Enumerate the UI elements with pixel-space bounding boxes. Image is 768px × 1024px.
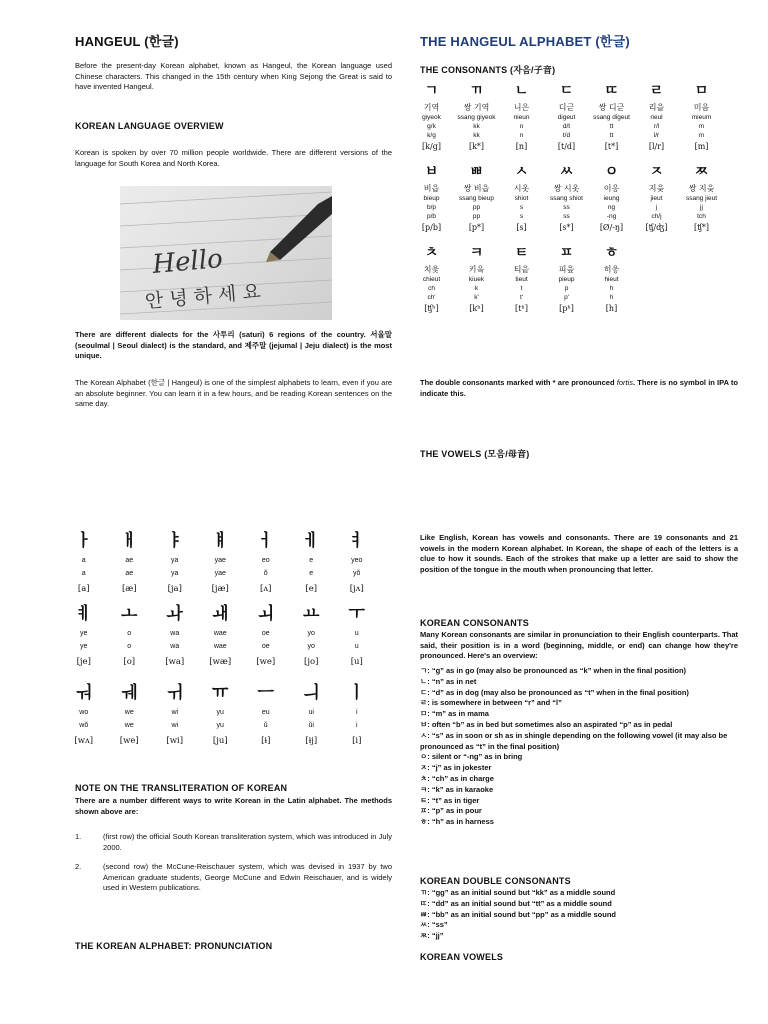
list-item: ㄲ: “gg” as an initial sound but “kk” as a middle sound (420, 888, 616, 897)
consonant-letter: ㅇ (604, 164, 619, 180)
vowel-rr: yeo (351, 557, 363, 564)
vowel-mr: wae (213, 643, 227, 650)
consonant-name-hangul: 쌍 디귿 (598, 103, 625, 112)
vowel-rr: ui (308, 709, 314, 716)
list-item: ㅆ: “ss” (420, 920, 448, 930)
korean-consonants-intro: Many Korean consonants are similar in pronunciation to their English counterparts. That said, their position is in a word (beginning, middle, or end) can change how they're pronounced. Here's an overview: (420, 630, 738, 660)
consonant-mr: p/b (426, 213, 437, 220)
consonant-letter: ㅊ (424, 245, 439, 261)
vowel-rr: o (127, 630, 132, 637)
consonant-letter: ㅍ (559, 245, 574, 261)
alphabet-title: THE HANGEUL ALPHABET (한글) (420, 34, 630, 49)
vowel-cell (289, 680, 335, 751)
vowel-ipa: [o] (123, 657, 136, 667)
consonant-rr: p (564, 285, 569, 292)
vowel-cell (243, 601, 289, 672)
vowel-ipa: [wa] (165, 657, 185, 667)
vowel-rr: yae (214, 557, 226, 564)
vowel-ipa: [ja] (167, 584, 182, 594)
consonant-romanized-name: bieup (423, 195, 440, 202)
consonant-rr: k (474, 285, 479, 292)
consonant-letter: ㄲ (469, 83, 484, 99)
consonant-ipa: [ʧ*] (693, 223, 710, 232)
vowel-cell (152, 528, 198, 599)
vowel-mr: yŏ (353, 570, 361, 577)
vowel-rr: wi (171, 709, 179, 716)
list-item: ㅇ: silent or “-ng” as in bring (420, 752, 523, 762)
vowel-cell (152, 601, 198, 672)
consonant-cell (589, 80, 634, 154)
consonant-cell (409, 80, 454, 154)
vowel-mr: yo (307, 643, 315, 650)
consonant-cell (454, 161, 499, 235)
vowel-rr: oe (261, 630, 270, 637)
consonant-rr: b/p (426, 204, 437, 211)
consonant-cell (409, 242, 454, 316)
vowel-cell (289, 528, 335, 599)
consonant-ipa: [l/r] (648, 142, 665, 151)
vowel-letter: ㅞ (121, 683, 138, 703)
consonant-letter: ㅂ (424, 164, 439, 180)
consonant-name-hangul: 디귿 (558, 103, 575, 112)
korean-vowels-heading: KOREAN VOWELS (420, 952, 504, 962)
vowel-cell (61, 601, 107, 672)
consonant-rr: jj (700, 204, 703, 211)
list-item: ㄸ: “dd” as an initial sound but “tt” as a middle sound (420, 898, 612, 908)
vowel-ipa: [wʌ] (74, 736, 94, 746)
consonant-name-hangul: 피읖 (558, 265, 575, 274)
consonant-romanized-name: rieul (650, 114, 663, 121)
consonant-mr: ch' (427, 294, 436, 301)
consonant-mr: m (698, 132, 705, 139)
vowel-letter: ㅓ (257, 531, 274, 551)
vowel-rr: yo (307, 630, 315, 637)
consonant-mr: h (609, 294, 614, 301)
list-item: ㅋ: “k” as in karaoke (420, 784, 494, 794)
consonant-cell (634, 161, 679, 235)
consonant-mr: n (519, 132, 524, 139)
consonant-romanized-name: mieum (691, 114, 712, 121)
vowel-letter: ㅟ (166, 683, 183, 703)
vowel-mr: wa (170, 643, 180, 650)
vowels-heading: THE VOWELS (모음/母音) (420, 449, 530, 459)
consonant-romanized-name: shiot (514, 195, 529, 202)
vowel-mr: wŏ (79, 722, 89, 729)
vowel-letter: ㅒ (212, 531, 229, 551)
consonant-mr: k/g (427, 132, 436, 139)
consonant-mr: tt (609, 132, 614, 139)
vowel-cell (334, 680, 380, 751)
consonant-romanized-name: digeut (557, 114, 576, 121)
consonant-cell (679, 161, 724, 235)
vowel-mr: ya (171, 570, 179, 577)
consonant-rr: r/l (653, 123, 660, 130)
vowel-cell (152, 680, 198, 751)
overview-paragraph: Korean is spoken by over 70 million people worldwide. There are different versions of the language for South Korea and North Korea. (75, 148, 392, 168)
dialects-paragraph: There are different dialects for the 사투리 (saturi) 6 regions of the country. 서울말 (seoulmal | Seoul dialect) is the standard, and 제주말 (jejumal | Jeju dialect) is the most unique. (75, 330, 392, 360)
vowel-mr: ae (125, 570, 134, 577)
consonant-ipa: [k*] (468, 142, 485, 151)
list-item: ㅅ: “s” as in soon or sh as in shingle depending on the following vowel (it may also be pronounced as “t” in the final position) (420, 730, 728, 751)
vowel-ipa: [ɨ] (261, 736, 271, 746)
vowel-rr: ye (80, 630, 88, 637)
list-item: ㅁ: “m” as in mama (420, 709, 489, 719)
consonant-name-hangul: 이응 (603, 184, 620, 193)
vowel-rr: ya (171, 557, 179, 564)
consonant-name-hangul: 치읓 (423, 265, 440, 274)
consonant-mr: s (519, 213, 524, 220)
consonant-rr: kk (473, 123, 480, 130)
fortis-note: The double consonants marked with * are pronounced fortis. There is no symbol in IPA to indicate this. (420, 378, 738, 398)
vowel-mr: we (124, 722, 134, 729)
consonant-rr: j (655, 204, 658, 211)
vowel-mr: oe (261, 643, 270, 650)
vowel-rr: i (355, 709, 358, 716)
consonant-letter: ㅁ (694, 83, 709, 99)
list-item: ㅎ: “h” as in harness (420, 817, 494, 827)
vowel-letter: ㅕ (348, 531, 365, 551)
list-item: ㅌ: “t” as in tiger (420, 795, 480, 805)
consonant-rr: h (609, 285, 614, 292)
vowel-mr: ŭi (308, 722, 314, 729)
consonant-table (409, 80, 724, 323)
consonant-rr: pp (472, 204, 481, 211)
vowel-cell (243, 528, 289, 599)
vowel-cell (334, 528, 380, 599)
consonant-romanized-name: nieun (513, 114, 530, 121)
vowel-mr: wi (171, 722, 179, 729)
vowel-rr: a (81, 557, 86, 564)
vowel-ipa: [we] (119, 736, 139, 746)
consonant-letter: ㅎ (604, 245, 619, 261)
consonant-letter: ㄷ (559, 83, 574, 99)
vowel-letter: ㅚ (257, 604, 274, 624)
vowel-ipa: [jæ] (211, 584, 229, 594)
vowel-cell (61, 528, 107, 599)
consonant-ipa: [p/b] (421, 223, 442, 232)
vowel-letter: ㅛ (303, 604, 320, 624)
consonant-name-hangul: 리을 (648, 103, 665, 112)
consonant-romanized-name: ssang giyeok (457, 114, 496, 121)
vowel-ipa: [ʌ] (260, 584, 272, 594)
vowel-letter: ㅏ (75, 531, 92, 551)
consonant-name-hangul: 시옷 (513, 184, 530, 193)
vowel-cell (61, 680, 107, 751)
vowel-rr: yu (216, 709, 224, 716)
consonant-row (409, 80, 724, 154)
transliteration-list (75, 832, 392, 903)
consonant-letter: ㅌ (514, 245, 529, 261)
consonant-cell (499, 161, 544, 235)
vowel-mr: yae (214, 570, 226, 577)
consonant-ipa: [t/d] (557, 142, 576, 151)
consonant-ipa: [pʰ] (559, 304, 574, 313)
vowel-rr: wae (213, 630, 227, 637)
consonant-mr: kk (473, 132, 480, 139)
consonant-romanized-name: ssang shiot (550, 195, 583, 202)
consonant-romanized-name: tieut (515, 276, 528, 283)
consonant-rr: ch (428, 285, 435, 292)
consonant-cell (634, 80, 679, 154)
vowel-letter: ㅝ (75, 683, 92, 703)
pronunciation-heading: THE KOREAN ALPHABET: PRONUNCIATION (75, 941, 273, 951)
vowel-letter: ㅖ (75, 604, 92, 624)
vowel-letter: ㅘ (166, 604, 183, 624)
consonant-pronunciation-list (420, 666, 738, 828)
consonant-ipa: [t*] (604, 142, 619, 151)
vowel-ipa: [i] (352, 736, 362, 746)
consonant-ipa: [Ø/-ŋ] (599, 223, 624, 232)
consonant-cell (409, 161, 454, 235)
consonant-name-hangul: 히읗 (603, 265, 620, 274)
consonant-letter: ㄴ (514, 83, 529, 99)
consonant-letter: ㄸ (604, 83, 619, 99)
vowel-letter: ㅢ (303, 683, 320, 703)
vowel-mr: e (309, 570, 314, 577)
consonant-romanized-name: ieung (603, 195, 620, 202)
vowel-ipa: [wi] (166, 736, 184, 746)
consonant-cell (454, 242, 499, 316)
consonant-romanized-name: chieut (422, 276, 441, 283)
consonant-letter: ㄹ (649, 83, 664, 99)
vowel-letter: ㅣ (348, 683, 365, 703)
consonant-mr: pp (472, 213, 481, 220)
consonant-ipa: [s*] (559, 223, 574, 232)
consonant-ipa: [p*] (468, 223, 485, 232)
vowel-rr: e (309, 557, 314, 564)
vowel-rr: we (124, 709, 134, 716)
page-title: HANGEUL (한글) (75, 34, 179, 49)
consonant-ipa: [m] (694, 142, 709, 151)
photo-word-hello: Hello (151, 243, 224, 280)
list-item: ㅉ: “jj” (420, 931, 444, 941)
consonant-row (409, 242, 724, 316)
consonant-name-hangul: 니은 (513, 103, 530, 112)
vowel-row (61, 528, 380, 599)
consonant-romanized-name: ssang jieut (685, 195, 718, 202)
consonant-ipa: [kʰ] (469, 304, 484, 313)
consonant-cell (499, 80, 544, 154)
vowel-ipa: [ju] (212, 736, 228, 746)
consonant-mr: ch/j (651, 213, 662, 220)
vowels-paragraph: Like English, Korean has vowels and consonants. There are 19 consonants and 21 vowels in the modern Korean alphabet. In Korean, the shape of each of the letters is a clue to how it sounds. Each of the strokes that make up a letter are said to show the position of the tongue in the mouth when pronouncing that letter. (420, 533, 738, 574)
vowel-ipa: [a] (77, 584, 90, 594)
list-item: ㅂ: often “b” as in bed but sometimes also an aspirated “p” as in pedal (420, 719, 673, 729)
consonant-mr: t' (519, 294, 524, 301)
consonant-romanized-name: ssang digeut (593, 114, 630, 121)
vowel-rr: wa (170, 630, 180, 637)
overview-heading: KOREAN LANGUAGE OVERVIEW (75, 121, 224, 131)
consonant-ipa: [ʧʰ] (424, 304, 439, 313)
consonant-letter: ㄱ (424, 83, 439, 99)
vowel-ipa: [e] (305, 584, 318, 594)
vowel-cell (107, 528, 153, 599)
consonant-romanized-name: ssang bieup (458, 195, 495, 202)
vowel-rr: eu (261, 709, 270, 716)
vowel-cell (243, 680, 289, 751)
hello-handwriting-photo (120, 186, 332, 320)
vowel-cell (198, 601, 244, 672)
vowel-letter: ㅔ (303, 531, 320, 551)
consonant-cell (679, 80, 724, 154)
consonant-letter: ㅋ (469, 245, 484, 261)
vowel-cell (107, 680, 153, 751)
consonant-mr: tch (697, 213, 706, 220)
vowel-mr: a (81, 570, 86, 577)
vowel-cell (198, 680, 244, 751)
consonant-letter: ㅉ (694, 164, 709, 180)
consonant-ipa: [tʰ] (515, 304, 528, 313)
vowel-ipa: [jʌ] (349, 584, 364, 594)
korean-consonants-heading: KOREAN CONSONANTS (420, 618, 529, 628)
vowel-letter: ㅠ (212, 683, 229, 703)
consonant-cell (544, 161, 589, 235)
vowel-cell (289, 601, 335, 672)
consonant-mr: ss (563, 213, 570, 220)
vowel-ipa: [wæ] (209, 657, 232, 667)
vowel-mr: i (355, 722, 358, 729)
consonant-ipa: [s] (516, 223, 527, 232)
consonant-name-hangul: 쌍 시옷 (553, 184, 580, 193)
consonant-rr: g/k (427, 123, 436, 130)
consonant-rr: s (519, 204, 524, 211)
consonant-name-hangul: 쌍 기역 (463, 103, 490, 112)
list-item: ㅈ: “j” as in jokester (420, 763, 492, 773)
consonant-name-hangul: 쌍 지읒 (688, 184, 715, 193)
intro-paragraph: Before the present-day Korean alphabet, known as Hangeul, the Korean language used Chinese characters. This changed in the 15th century when King Sejong the Great is said to have invented Hangeul. (75, 61, 392, 91)
consonant-rr: t (520, 285, 523, 292)
double-consonant-list (420, 888, 738, 942)
consonant-mr: p' (564, 294, 569, 301)
alphabet-paragraph: The Korean Alphabet (한글 | Hangeul) is one of the simplest alphabets to learn, even if you are an absolute beginner. You can learn it in a few hours, and be reading Korean sentences on the same day. (75, 378, 392, 408)
list-item: 2. (second row) the McCune-Reischauer system, which was devised in 1937 by two American graduate students, George McCune and Edwin Reischauer, and is widely used in Western publications. (75, 862, 392, 892)
consonant-romanized-name: pieup (558, 276, 575, 283)
consonant-romanized-name: hieut (604, 276, 619, 283)
consonant-name-hangul: 비읍 (423, 184, 440, 193)
consonant-mr: l/r (653, 132, 660, 139)
consonant-mr: -ng (606, 213, 617, 220)
list-item: ㄱ: “g” as in go (may also be pronounced as “k” when in the final position) (420, 666, 687, 675)
consonant-letter: ㅃ (469, 164, 484, 180)
consonant-rr: n (519, 123, 524, 130)
vowel-ipa: [we] (256, 657, 276, 667)
consonant-romanized-name: jieut (650, 195, 663, 202)
list-item: ㄴ: “n” as in net (420, 676, 477, 686)
consonant-letter: ㅆ (559, 164, 574, 180)
vowel-ipa: [u] (350, 657, 363, 667)
consonant-rr: tt (609, 123, 614, 130)
consonant-cell (544, 242, 589, 316)
vowel-ipa: [æ] (121, 584, 137, 594)
consonant-cell (544, 80, 589, 154)
consonants-heading: THE CONSONANTS (자음/子音) (420, 65, 556, 75)
vowel-letter: ㅙ (212, 604, 229, 624)
vowel-letter: ㅜ (348, 604, 365, 624)
vowel-ipa: [jo] (304, 657, 319, 667)
vowel-mr: u (354, 643, 359, 650)
vowel-row (61, 601, 380, 672)
transliteration-heading: NOTE ON THE TRANSLITERATION OF KOREAN (75, 783, 288, 793)
vowel-mr: o (127, 643, 132, 650)
double-consonants-heading: KOREAN DOUBLE CONSONANTS (420, 876, 571, 886)
vowel-ipa: [ɨj] (305, 736, 318, 746)
vowel-cell (198, 528, 244, 599)
vowel-rr: ae (125, 557, 134, 564)
vowel-mr: ŭ (263, 722, 268, 729)
list-item: ㅃ: “bb” as an initial sound but “pp” as a middle sound (420, 909, 617, 919)
consonant-cell (454, 80, 499, 154)
vowel-ipa: [je] (76, 657, 91, 667)
consonant-cell (589, 161, 634, 235)
consonant-letter: ㅅ (514, 164, 529, 180)
consonant-row (409, 161, 724, 235)
consonant-rr: d/t (562, 123, 571, 130)
consonant-ipa: [n] (515, 142, 528, 151)
consonant-mr: k' (474, 294, 479, 301)
vowel-row (61, 680, 380, 751)
vowel-mr: yu (216, 722, 224, 729)
list-item: 1. (first row) the official South Korean transliteration system, which was introduced in July 2000. (75, 832, 392, 852)
consonant-name-hangul: 쌍 비읍 (463, 184, 490, 193)
photo-word-annyeong: 안 녕 하 세 요 (144, 280, 262, 313)
consonant-name-hangul: 미음 (693, 103, 710, 112)
consonant-ipa: [h] (605, 304, 618, 313)
vowel-rr: u (354, 630, 359, 637)
consonant-mr: t/d (562, 132, 571, 139)
consonant-rr: ng (607, 204, 616, 211)
consonant-romanized-name: giyeok (422, 114, 441, 121)
vowel-letter: ㅑ (166, 531, 183, 551)
list-item: ㄹ: is somewhere in between “r” and “l” (420, 698, 562, 708)
vowel-letter: ㅗ (121, 604, 138, 624)
consonant-rr: ss (563, 204, 570, 211)
consonant-cell (589, 242, 634, 316)
list-item: ㄷ: “d” as in dog (may also be pronounced as “t” when in the final position) (420, 687, 689, 697)
list-item: ㅍ: “p” as in pour (420, 806, 482, 816)
vowel-cell (334, 601, 380, 672)
consonant-ipa: [k/g] (422, 142, 441, 151)
vowel-rr: wo (79, 709, 89, 716)
list-item: ㅊ: “ch” as in charge (420, 773, 494, 783)
consonant-name-hangul: 키읔 (468, 265, 485, 274)
consonant-letter: ㅈ (649, 164, 664, 180)
consonant-name-hangul: 지읒 (648, 184, 665, 193)
consonant-name-hangul: 기역 (423, 103, 440, 112)
vowel-mr: ŏ (263, 570, 268, 577)
vowel-cell (107, 601, 153, 672)
consonant-cell (499, 242, 544, 316)
transliteration-intro: There are a number different ways to write Korean in the Latin alphabet. The methods shown above are: (75, 796, 392, 816)
consonant-romanized-name: kiuek (468, 276, 485, 283)
consonant-name-hangul: 티읕 (513, 265, 530, 274)
consonant-ipa: [ʧ/ʤ] (645, 223, 668, 232)
vowel-letter: ㅡ (257, 683, 274, 703)
vowel-mr: ye (80, 643, 88, 650)
consonant-rr: m (698, 123, 705, 130)
vowel-letter: ㅐ (121, 531, 138, 551)
vowel-table (61, 528, 380, 753)
vowel-rr: eo (261, 557, 270, 564)
